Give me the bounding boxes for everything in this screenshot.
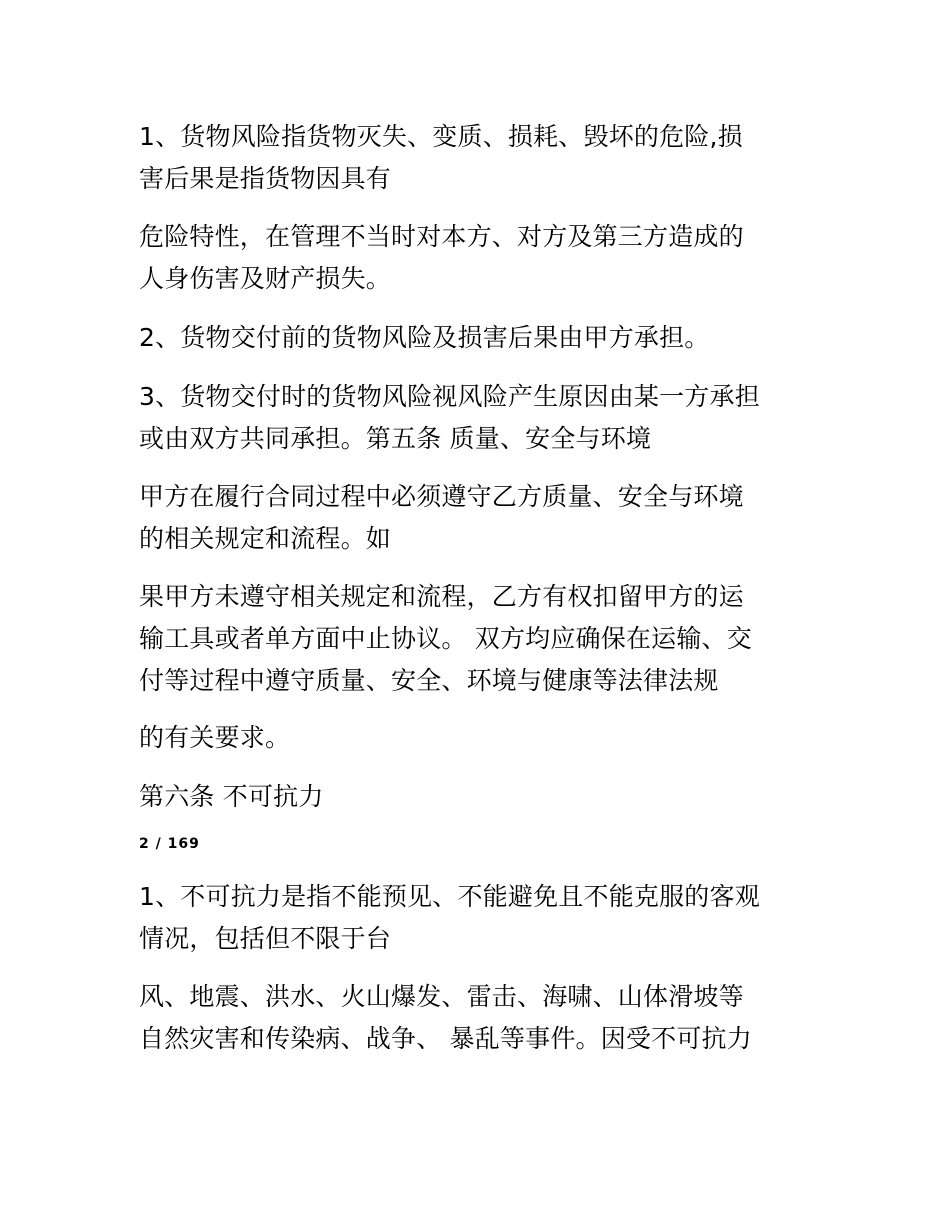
- paragraph-risk-before-delivery: [139, 317, 819, 359]
- text-line: 风、地震、洪水、火山爆发、雷击、海啸、山体滑坡等: [139, 982, 744, 1011]
- text-line: 的有关要求。: [139, 723, 291, 752]
- text-line: 情况，包括但不限于台: [139, 924, 392, 953]
- text-line: 3、货物交付时的货物风险视风险产生原因由某一方承担: [139, 382, 760, 411]
- text-line: 输工具或者单方面中止协议。 双方均应确保在运输、交: [139, 624, 752, 653]
- text-line: 或由双方共同承担。第五条 质量、安全与环境: [139, 424, 652, 453]
- paragraph-noncompliance-consequence: [139, 576, 819, 702]
- text-line: 害后果是指货物因具有: [139, 164, 392, 193]
- text-line: 2、货物交付前的货物风险及损害后果由甲方承担。: [139, 323, 710, 352]
- text-line: 第六条 不可抗力: [139, 782, 324, 811]
- paragraph-quality-safety-compliance: [139, 476, 819, 560]
- text-line: 自然灾害和传染病、战争、 暴乱等事件。因受不可抗力: [139, 1024, 752, 1053]
- paragraph-risk-characteristics: [139, 216, 819, 300]
- text-line: 人身伤害及财产损失。: [139, 264, 392, 293]
- text-line: 甲方在履行合同过程中必须遵守乙方质量、安全与环境: [139, 482, 744, 511]
- text-line: 的相关规定和流程。如: [139, 524, 392, 553]
- paragraph-force-majeure-definition: [139, 876, 819, 960]
- paragraph-force-majeure-examples: [139, 976, 819, 1060]
- text-line: 危险特性，在管理不当时对本方、对方及第三方造成的: [139, 222, 744, 251]
- text-line: 1、不可抗力是指不能预见、不能避免且不能克服的客观: [139, 882, 760, 911]
- text-line: 果甲方未遵守相关规定和流程，乙方有权扣留甲方的运: [139, 582, 744, 611]
- paragraph-risk-at-delivery: [139, 376, 819, 460]
- page-number: 2 / 169: [139, 836, 200, 852]
- section-heading-force-majeure: [139, 776, 819, 818]
- paragraph-requirements: [139, 717, 819, 759]
- paragraph-cargo-risk-definition: [139, 116, 819, 200]
- text-line: 1、货物风险指货物灭失、变质、损耗、毁坏的危险,损: [139, 122, 743, 151]
- text-line: 付等过程中遵守质量、安全、环境与健康等法律法规: [139, 666, 719, 695]
